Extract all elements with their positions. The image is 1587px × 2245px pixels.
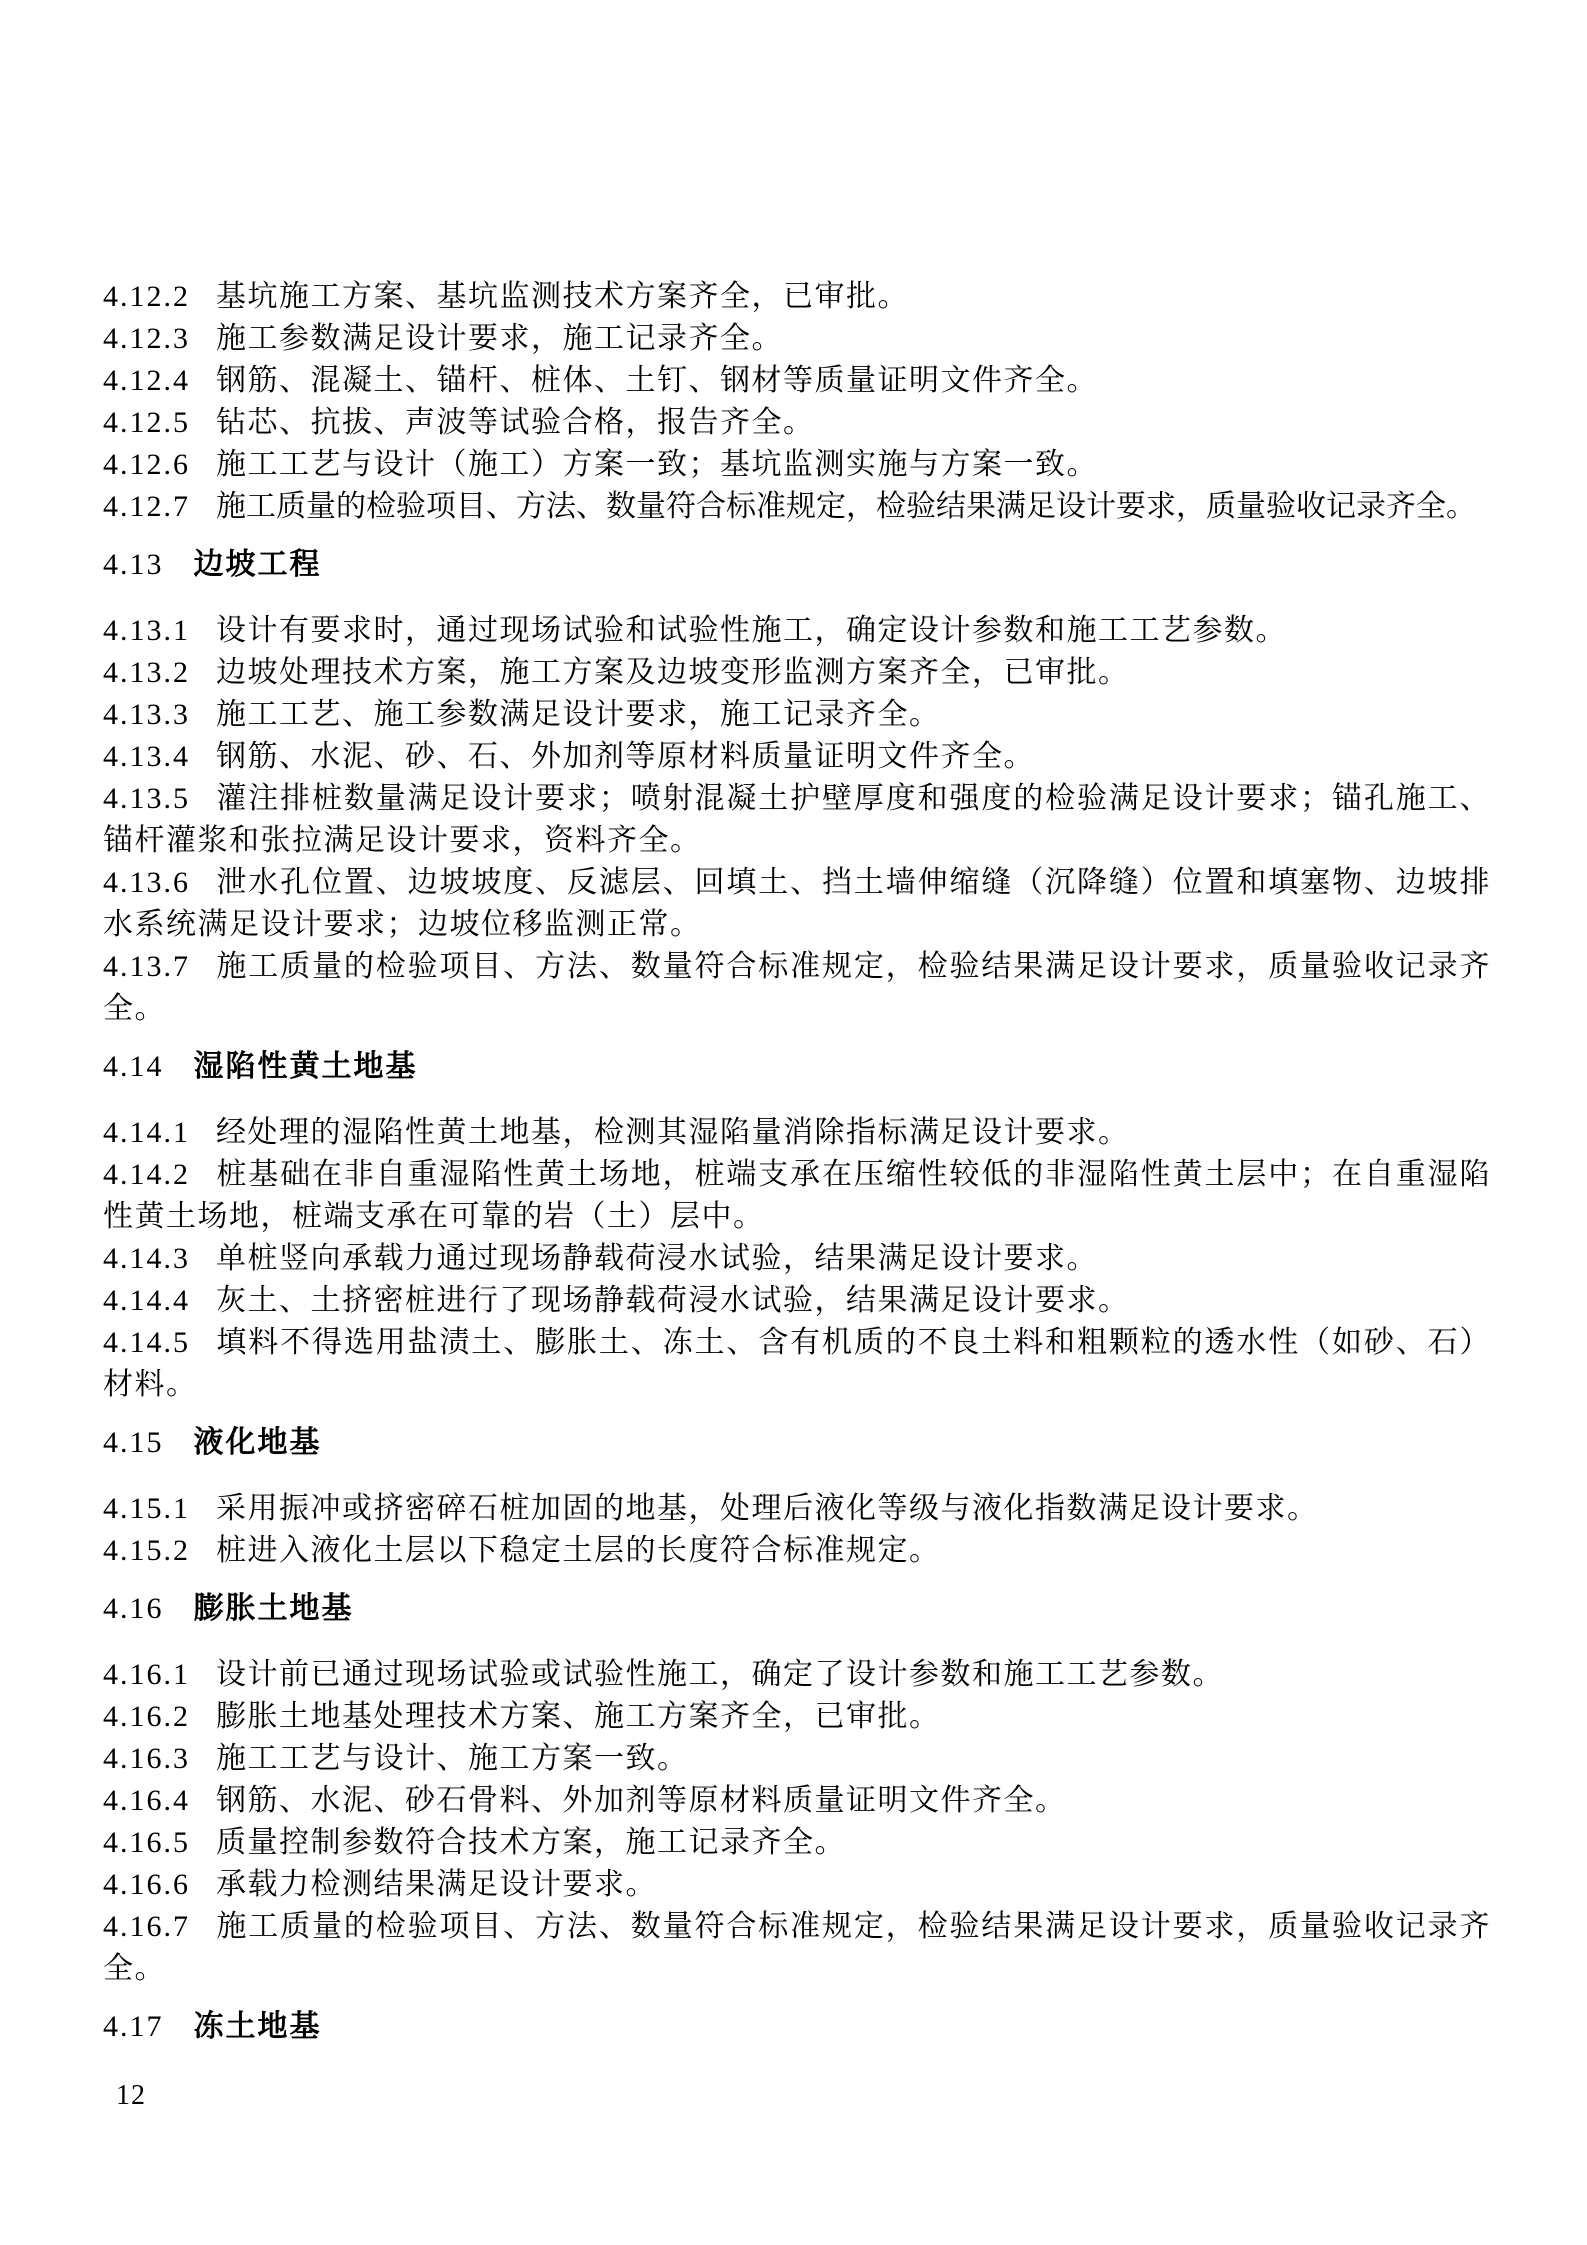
section-heading — [103, 544, 1491, 586]
clause-item — [103, 1696, 1491, 1738]
clause-text: 桩基础在非自重湿陷性黄土场地，桩端支承在压缩性较低的非湿陷性黄土层中；在自重湿陷性黄土场地，桩端支承在可靠的岩（土）层中。 — [103, 1158, 1491, 1233]
clause-text: 钻芯、抗拔、声波等试验合格，报告齐全。 — [216, 406, 815, 439]
clause-item — [103, 1864, 1491, 1906]
clause-item — [103, 1488, 1491, 1530]
clause-text: 单桩竖向承载力通过现场静载荷浸水试验，结果满足设计要求。 — [216, 1242, 1098, 1275]
clause-item — [103, 1112, 1491, 1154]
clause-number: 4.16.6 — [103, 1868, 190, 1901]
section-heading — [103, 1046, 1491, 1088]
clause-text: 经处理的湿陷性黄土地基，检测其湿陷量消除指标满足设计要求。 — [216, 1116, 1130, 1149]
clause-number: 4.13.5 — [103, 782, 190, 815]
clause-text: 承载力检测结果满足设计要求。 — [216, 1868, 657, 1901]
section-number: 4.13 — [103, 548, 164, 581]
clause-number: 4.14.3 — [103, 1242, 190, 1275]
clause-number: 4.12.3 — [103, 322, 190, 355]
clause-number: 4.12.4 — [103, 364, 190, 397]
clause-text: 施工工艺与设计、施工方案一致。 — [216, 1742, 689, 1775]
clause-text: 质量控制参数符合技术方案，施工记录齐全。 — [216, 1826, 846, 1859]
clause-number: 4.13.2 — [103, 656, 190, 689]
clause-item — [103, 736, 1491, 778]
clause-number: 4.13.6 — [103, 866, 190, 899]
section-title: 边坡工程 — [193, 548, 322, 581]
clause-number: 4.16.4 — [103, 1784, 190, 1817]
clause-item — [103, 610, 1491, 652]
clause-text: 设计前已通过现场试验或试验性施工，确定了设计参数和施工工艺参数。 — [216, 1658, 1224, 1691]
clause-item — [103, 318, 1491, 360]
clause-number: 4.12.7 — [103, 490, 190, 523]
clause-item — [103, 1154, 1491, 1238]
clause-item — [103, 1780, 1491, 1822]
clause-text: 施工质量的检验项目、方法、数量符合标准规定，检验结果满足设计要求，质量验收记录齐全。 — [103, 950, 1491, 1025]
clause-number: 4.16.7 — [103, 1910, 190, 1943]
clause-number: 4.15.1 — [103, 1492, 190, 1525]
page-number: 12 — [116, 2080, 146, 2111]
clause-text: 泄水孔位置、边坡坡度、反滤层、回填土、挡土墙伸缩缝（沉降缝）位置和填塞物、边坡排水系统满足设计要求；边坡位移监测正常。 — [103, 866, 1491, 941]
clause-text: 钢筋、水泥、砂石骨料、外加剂等原材料质量证明文件齐全。 — [216, 1784, 1067, 1817]
clause-text: 基坑施工方案、基坑监测技术方案齐全，已审批。 — [216, 280, 909, 313]
clause-item — [103, 862, 1491, 946]
clause-number: 4.16.5 — [103, 1826, 190, 1859]
clause-text: 施工参数满足设计要求，施工记录齐全。 — [216, 322, 783, 355]
section-title: 液化地基 — [193, 1426, 322, 1459]
clause-number: 4.14.4 — [103, 1284, 190, 1317]
clause-number: 4.16.1 — [103, 1658, 190, 1691]
clause-text: 膨胀土地基处理技术方案、施工方案齐全，已审批。 — [216, 1700, 941, 1733]
clause-text: 施工质量的检验项目、方法、数量符合标准规定，检验结果满足设计要求，质量验收记录齐全。 — [103, 1910, 1491, 1985]
clause-text: 灰土、土挤密桩进行了现场静载荷浸水试验，结果满足设计要求。 — [216, 1284, 1130, 1317]
clause-item — [103, 402, 1491, 444]
clause-text: 施工工艺与设计（施工）方案一致；基坑监测实施与方案一致。 — [216, 448, 1098, 481]
clause-item — [103, 652, 1491, 694]
section-heading — [103, 1422, 1491, 1464]
section-number: 4.14 — [103, 1050, 164, 1083]
clause-number: 4.12.2 — [103, 280, 190, 313]
section-heading — [103, 2006, 1491, 2048]
clause-text: 采用振冲或挤密碎石桩加固的地基，处理后液化等级与液化指数满足设计要求。 — [216, 1492, 1319, 1525]
clause-item — [103, 1822, 1491, 1864]
clause-number: 4.13.1 — [103, 614, 190, 647]
clause-text: 设计有要求时，通过现场试验和试验性施工，确定设计参数和施工工艺参数。 — [216, 614, 1287, 647]
clause-item — [103, 1280, 1491, 1322]
clause-text: 施工工艺、施工参数满足设计要求，施工记录齐全。 — [216, 698, 941, 731]
section-title: 冻土地基 — [193, 2010, 322, 2043]
clause-number: 4.12.6 — [103, 448, 190, 481]
clause-item — [103, 444, 1491, 486]
section-number: 4.15 — [103, 1426, 164, 1459]
clause-item — [103, 1738, 1491, 1780]
clause-item — [103, 276, 1491, 318]
clause-item — [103, 1530, 1491, 1572]
clause-item — [103, 1238, 1491, 1280]
clause-text: 钢筋、混凝土、锚杆、桩体、土钉、钢材等质量证明文件齐全。 — [216, 364, 1098, 397]
clause-item — [103, 486, 1491, 528]
clause-number: 4.13.7 — [103, 950, 190, 983]
section-number: 4.17 — [103, 2010, 164, 2043]
clause-number: 4.14.5 — [103, 1326, 190, 1359]
clause-number: 4.12.5 — [103, 406, 190, 439]
clause-text: 灌注排桩数量满足设计要求；喷射混凝土护壁厚度和强度的检验满足设计要求；锚孔施工、锚杆灌浆和张拉满足设计要求，资料齐全。 — [103, 782, 1491, 857]
clause-text: 施工质量的检验项目、方法、数量符合标准规定，检验结果满足设计要求，质量验收记录齐全。 — [216, 490, 1476, 523]
clause-text: 钢筋、水泥、砂、石、外加剂等原材料质量证明文件齐全。 — [216, 740, 1035, 773]
clause-number: 4.14.2 — [103, 1158, 190, 1191]
document-body — [103, 276, 1491, 2072]
section-title: 膨胀土地基 — [193, 1592, 354, 1625]
clause-item — [103, 694, 1491, 736]
clause-number: 4.14.1 — [103, 1116, 190, 1149]
clause-item — [103, 946, 1491, 1030]
clause-item — [103, 1906, 1491, 1990]
section-title: 湿陷性黄土地基 — [193, 1050, 418, 1083]
clause-number: 4.16.2 — [103, 1700, 190, 1733]
clause-item — [103, 778, 1491, 862]
clause-item — [103, 1654, 1491, 1696]
clause-number: 4.16.3 — [103, 1742, 190, 1775]
section-number: 4.16 — [103, 1592, 164, 1625]
clause-item — [103, 1322, 1491, 1406]
clause-text: 桩进入液化土层以下稳定土层的长度符合标准规定。 — [216, 1534, 941, 1567]
clause-number: 4.13.4 — [103, 740, 190, 773]
clause-number: 4.13.3 — [103, 698, 190, 731]
section-heading — [103, 1588, 1491, 1630]
clause-number: 4.15.2 — [103, 1534, 190, 1567]
clause-text: 边坡处理技术方案，施工方案及边坡变形监测方案齐全，已审批。 — [216, 656, 1130, 689]
clause-item — [103, 360, 1491, 402]
clause-text: 填料不得选用盐渍土、膨胀土、冻土、含有机质的不良土料和粗颗粒的透水性（如砂、石）材料。 — [103, 1326, 1491, 1401]
